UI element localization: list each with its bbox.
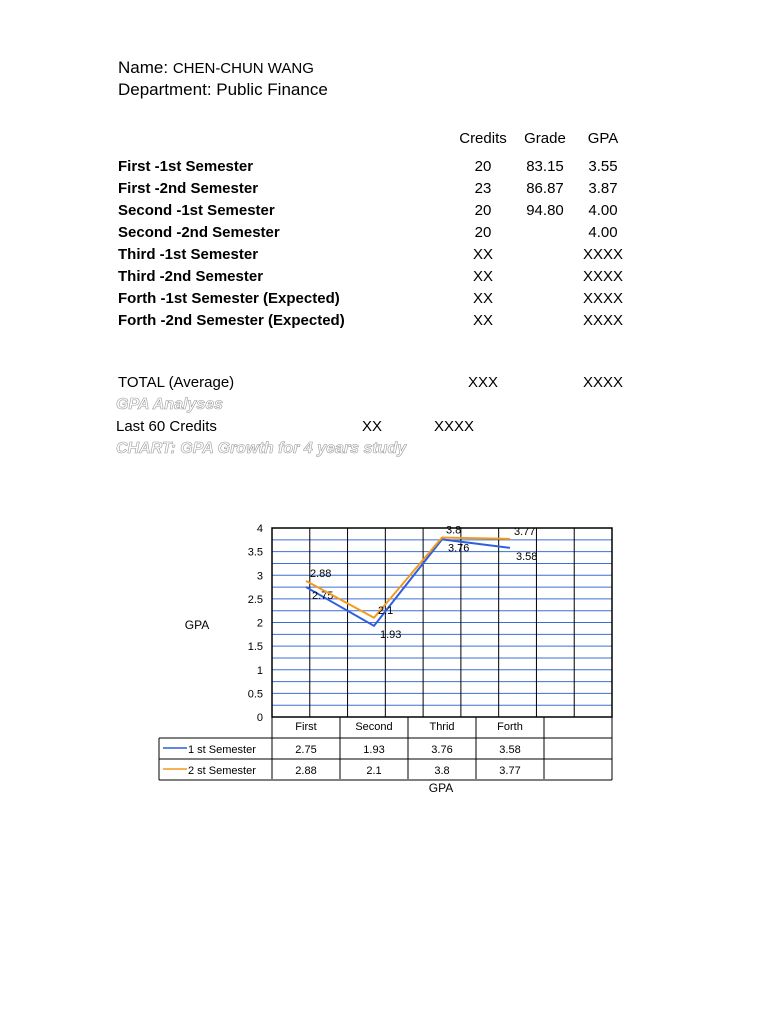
last-gpa-value: XXXX [434,418,475,435]
semester-credits: XX [472,246,493,263]
semester-gpa: XXXX [582,290,624,307]
y-tick-label: 2.5 [247,593,263,606]
semester-gpa: 4.00 [588,202,618,219]
total-credits: XXX [467,374,498,391]
x-tick-label: Thrid [429,721,455,733]
semester-gpa: 3.87 [588,180,618,197]
table-value: 3.76 [431,744,453,756]
y-tick-label: 2 [256,617,263,630]
semester-credits: 20 [474,158,492,175]
semester-credits: XX [472,290,493,307]
y-tick-label: 1.5 [247,641,263,654]
department-line: Department: Public Finance [118,80,328,99]
data-label: 1.93 [380,628,402,641]
table-value: 3.8 [434,765,450,777]
semester-row-label: Second -1st Semester [118,202,275,219]
y-tick-label: 0 [256,712,263,724]
semester-row-label: First -1st Semester [118,158,254,175]
semester-credits: 20 [474,224,492,241]
data-label: 3.77 [514,525,536,538]
name-label: Name: [118,58,169,77]
data-label: 3.8 [446,524,462,537]
y-tick-label: 1 [256,664,263,677]
last-credits-label: Last 60 Credits [116,418,217,435]
table-value: 2.1 [366,765,382,777]
semester-gpa: XXXX [582,268,624,285]
semester-gpa: XXXX [582,312,624,329]
y-tick-label: 3.5 [247,546,263,559]
chart-heading: CHART: GPA Growth for 4 years study [116,440,407,457]
semester-credits: XX [472,268,493,285]
semester-credits: 23 [474,180,492,197]
series-line [306,537,510,617]
x-axis-label: GPA [428,781,454,795]
semester-grade: 83.15 [526,158,564,175]
semester-row-label: Forth -2nd Semester (Expected) [118,312,345,329]
semester-grade: 94.80 [526,202,564,219]
legend-label: 2 st Semester [188,765,256,777]
x-tick-label: First [295,721,317,733]
semester-row-label: Third -2nd Semester [118,268,264,285]
x-tick-label: Forth [497,721,523,733]
y-axis-label: GPA [184,618,210,632]
table-value: 1.93 [363,744,385,756]
semester-row-label: First -2nd Semester [118,180,259,197]
semester-gpa: XXXX [582,246,624,263]
column-header-gpa: GPA [587,130,619,147]
semester-row-label: Third -1st Semester [118,246,259,263]
data-label: 3.76 [448,542,470,555]
table-value: 3.77 [499,765,521,777]
data-label: 2.1 [378,604,394,617]
table-value: 2.75 [295,744,317,756]
total-gpa: XXXX [582,374,624,391]
data-label: 3.58 [516,550,538,563]
semester-row-label: Forth -1st Semester (Expected) [118,290,340,307]
column-header-credits: Credits [459,130,507,147]
y-tick-label: 0.5 [247,688,263,701]
data-label: 2.88 [310,567,332,580]
column-header-grade: Grade [524,130,566,147]
data-label: 2.75 [312,590,334,603]
table-value: 2.88 [295,765,317,777]
total-label: TOTAL (Average) [118,374,235,391]
y-tick-label: 4 [256,523,263,535]
name-value: CHEN-CHUN WANG [172,60,314,77]
semester-grade: 86.87 [526,180,564,197]
gpa-analyses-heading: GPA Analyses [116,396,224,413]
last-credits-value: XX [362,418,383,435]
x-tick-label: Second [355,721,393,733]
y-tick-label: 3 [256,570,263,583]
semester-gpa: 3.55 [588,158,618,175]
legend-label: 1 st Semester [188,744,256,756]
series-line [306,539,510,625]
table-value: 3.58 [499,744,521,756]
semester-row-label: Second -2nd Semester [118,224,280,241]
semester-gpa: 4.00 [588,224,618,241]
semester-credits: XX [472,312,493,329]
semester-credits: 20 [474,202,492,219]
